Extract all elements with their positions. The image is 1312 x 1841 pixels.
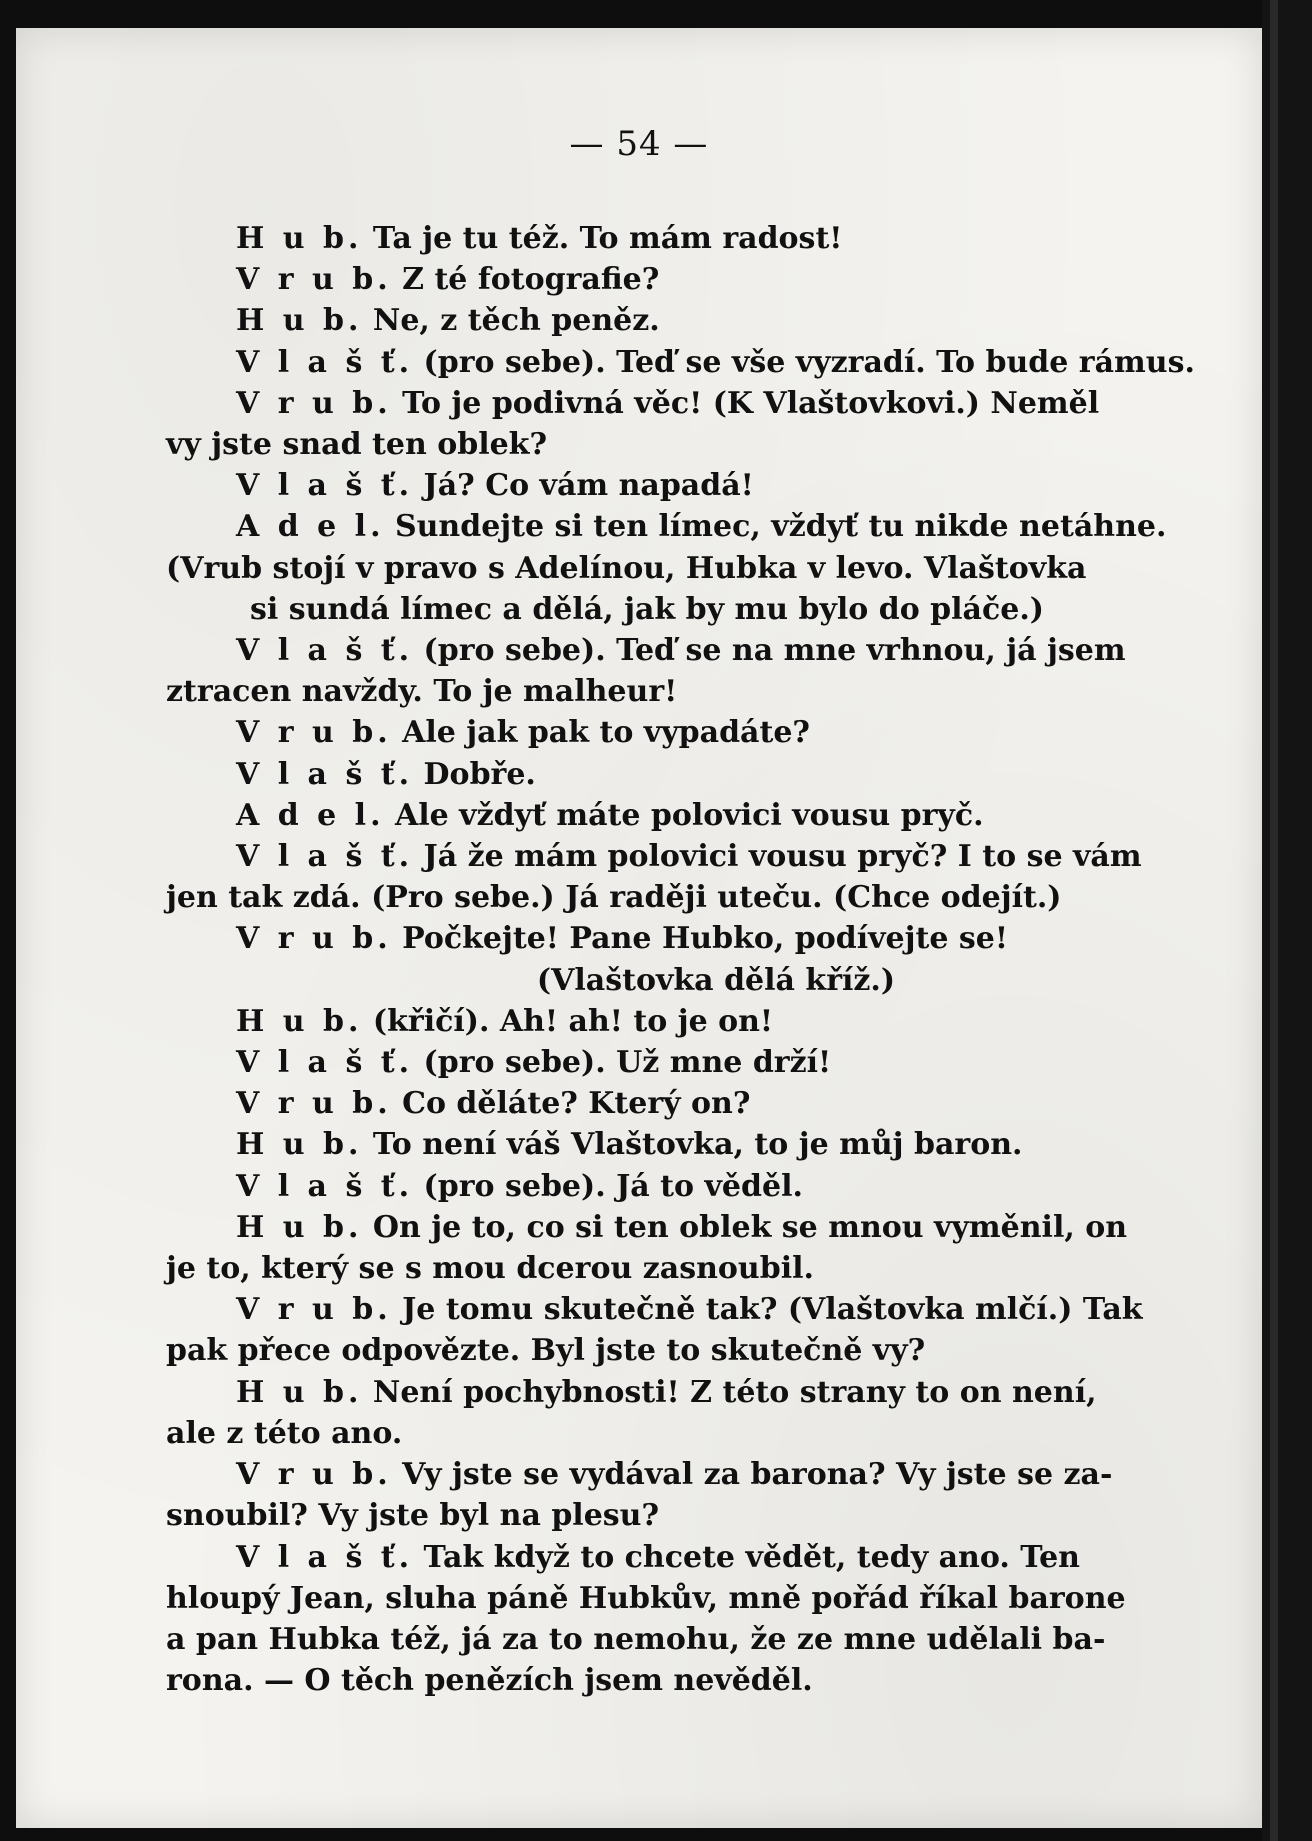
- line-text: On je to, co si ten oblek se mnou vyměnil, on: [362, 1209, 1128, 1245]
- speaker-name: V l a š ť.: [236, 344, 414, 380]
- line-text: vy jste snad ten oblek?: [166, 427, 548, 463]
- text-line: [166, 383, 1206, 424]
- text-line: [166, 1207, 1206, 1248]
- speaker-name: H u b.: [236, 1209, 363, 1245]
- speaker-name: V l a š ť.: [236, 756, 414, 792]
- text-line: [166, 300, 1206, 341]
- line-text: (pro sebe). Teď se vše vyzradí. To bude rámus.: [413, 344, 1195, 380]
- line-text: a pan Hubka též, já za to nemohu, že ze mne udělali ba-: [166, 1621, 1106, 1657]
- text-line: [166, 218, 1206, 259]
- text-line: [166, 754, 1206, 795]
- line-text: Dobře.: [413, 756, 536, 792]
- book-page: [16, 28, 1262, 1828]
- text-line: [166, 960, 1206, 1001]
- speaker-name: V l a š ť.: [236, 1045, 414, 1081]
- line-text: je to, který se s mou dcerou zasnoubil.: [166, 1251, 814, 1287]
- speaker-name: V l a š ť.: [236, 1168, 414, 1204]
- line-text: Ta je tu též. To mám radost!: [362, 221, 843, 256]
- line-text: snoubil? Vy jste byl na plesu?: [166, 1498, 660, 1534]
- speaker-name: V r u b.: [236, 715, 392, 751]
- text-line: [166, 424, 1206, 465]
- line-text: si sundá límec a dělá, jak by mu bylo do pláče.): [250, 591, 1044, 627]
- text-line: [166, 1166, 1206, 1207]
- line-text: Já? Co vám napadá!: [413, 468, 754, 504]
- speaker-name: V l a š ť.: [236, 468, 414, 504]
- text-line: [166, 1413, 1206, 1454]
- text-line: [166, 836, 1206, 877]
- line-text: (Vrub stojí v pravo s Adelínou, Hubka v levo. Vlaštovka: [166, 550, 1087, 586]
- speaker-name: V l a š ť.: [236, 633, 414, 669]
- text-line: [166, 1619, 1206, 1660]
- text-line: [166, 1372, 1206, 1413]
- speaker-name: V r u b.: [236, 262, 392, 298]
- text-line: [166, 342, 1206, 383]
- text-line: [166, 1124, 1206, 1165]
- speaker-name: V l a š ť.: [236, 1539, 414, 1575]
- speaker-name: V r u b.: [236, 1457, 392, 1493]
- line-text: rona. — O těch penězích jsem nevěděl.: [166, 1663, 813, 1699]
- line-text: Já že mám polovici vousu pryč? I to se vám: [413, 839, 1142, 875]
- line-text: hloupý Jean, sluha páně Hubkův, mně pořád říkal barone: [166, 1580, 1126, 1616]
- line-text: (Vlaštovka dělá kříž.): [536, 962, 896, 998]
- text-line: [166, 506, 1206, 547]
- line-text: (křičí). Ah! ah! to je on!: [362, 1003, 774, 1039]
- scan-edge-line: [1270, 0, 1278, 1841]
- speaker-name: V r u b.: [236, 385, 392, 421]
- line-text: pak přece odpovězte. Byl jste to skutečně vy?: [166, 1333, 926, 1369]
- line-text: Ale jak pak to vypadáte?: [391, 715, 811, 751]
- line-text: Tak když to chcete vědět, tedy ano. Ten: [413, 1539, 1080, 1575]
- line-text: ztracen navždy. To je malheur!: [166, 674, 678, 710]
- line-text: Z té fotografie?: [391, 262, 660, 298]
- text-line: [166, 465, 1206, 506]
- speaker-name: H u b.: [236, 1003, 363, 1039]
- text-line: [166, 877, 1206, 918]
- line-text: Ne, z těch peněz.: [362, 303, 660, 339]
- text-line: [166, 630, 1206, 671]
- text-line: [166, 1578, 1206, 1619]
- speaker-name: H u b.: [236, 221, 363, 256]
- page-number: — 54 —: [569, 124, 709, 164]
- speaker-name: H u b.: [236, 303, 363, 339]
- line-text: Není pochybnosti! Z této strany to on není,: [362, 1374, 1097, 1410]
- speaker-name: A d e l.: [236, 509, 385, 545]
- line-text: (pro sebe). Už mne drží!: [413, 1045, 832, 1081]
- line-text: To není váš Vlaštovka, to je můj baron.: [362, 1127, 1023, 1163]
- line-text: Co děláte? Který on?: [391, 1086, 751, 1122]
- text-line: [166, 1537, 1206, 1578]
- line-text: To je podivná věc! (K Vlaštovkovi.) Neměl: [391, 385, 1100, 421]
- text-line: [166, 1289, 1206, 1330]
- line-text: Počkejte! Pane Hubko, podívejte se!: [391, 921, 1009, 957]
- line-text: Je tomu skutečně tak? (Vlaštovka mlčí.) Tak: [391, 1292, 1143, 1328]
- text-line: [166, 1042, 1206, 1083]
- text-line: [166, 1454, 1206, 1495]
- text-line: [166, 671, 1206, 712]
- speaker-name: V l a š ť.: [236, 839, 414, 875]
- text-line: [166, 548, 1206, 589]
- line-text: (pro sebe). Teď se na mne vrhnou, já jsem: [413, 633, 1126, 669]
- speaker-name: H u b.: [236, 1127, 363, 1163]
- text-line: [166, 259, 1206, 300]
- line-text: Sundejte si ten límec, vždyť tu nikde netáhne.: [384, 509, 1167, 545]
- text-line: [166, 589, 1206, 630]
- speaker-name: A d e l.: [236, 797, 385, 833]
- speaker-name: H u b.: [236, 1374, 363, 1410]
- text-line: [166, 1001, 1206, 1042]
- text-line: [166, 1248, 1206, 1289]
- text-line: [166, 712, 1206, 753]
- line-text: ale z této ano.: [166, 1415, 403, 1451]
- text-line: [166, 1083, 1206, 1124]
- text-line: [166, 1495, 1206, 1536]
- speaker-name: V r u b.: [236, 1086, 392, 1122]
- line-text: Ale vždyť máte polovici vousu pryč.: [384, 797, 984, 833]
- speaker-name: V r u b.: [236, 1292, 392, 1328]
- text-line: [166, 1330, 1206, 1371]
- text-line: [166, 795, 1206, 836]
- text-line: [166, 1660, 1206, 1701]
- speaker-name: V r u b.: [236, 921, 392, 957]
- page-text: [166, 218, 1206, 1701]
- text-line: [166, 918, 1206, 959]
- line-text: (pro sebe). Já to věděl.: [413, 1168, 803, 1204]
- line-text: Vy jste se vydával za barona? Vy jste se za-: [391, 1457, 1113, 1493]
- line-text: jen tak zdá. (Pro sebe.) Já raději uteču. (Chce odejít.): [166, 880, 1062, 916]
